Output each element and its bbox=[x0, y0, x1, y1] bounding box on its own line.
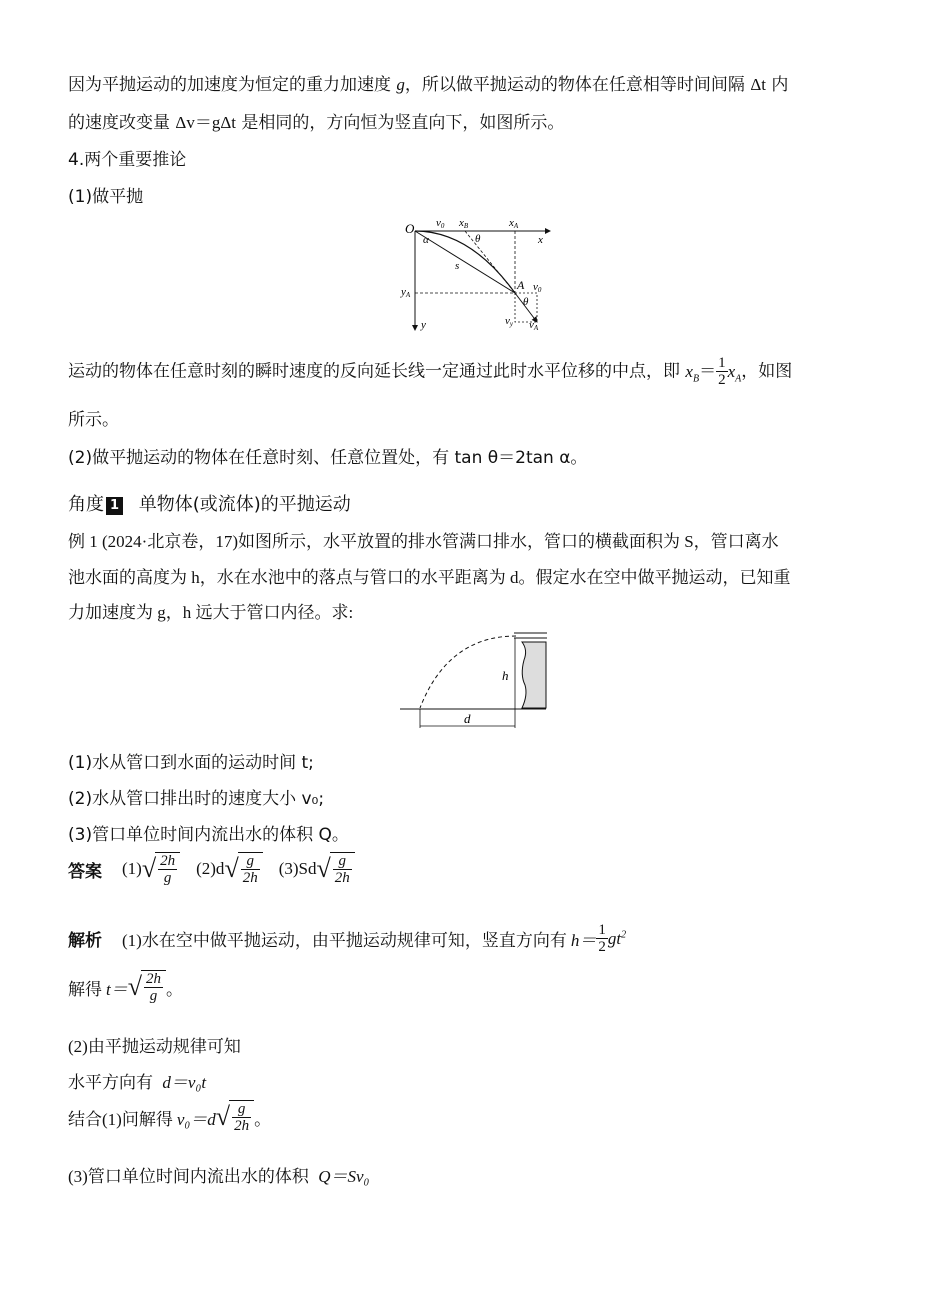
sqrt-g-over-2h-2: √ $\frac{g}{2h}$ bbox=[216, 1100, 254, 1134]
label-v0-right: v0 bbox=[533, 281, 542, 294]
eq-dv: Δv＝gΔt bbox=[175, 113, 236, 132]
displacement-line bbox=[415, 231, 515, 293]
question-1: (1)水从管口到水面的运动时间 t; bbox=[68, 753, 314, 773]
projectile-diagram bbox=[395, 212, 560, 334]
label-y-axis: y bbox=[421, 319, 426, 331]
item1-text: 运动的物体在任意时刻的瞬时速度的反向延长线一定通过此时水平位移的中点，即 $x_B=$ $\frac{1}{2}$ $x_A$，如图 bbox=[68, 355, 793, 388]
label-theta-A: θ bbox=[523, 296, 529, 308]
label-h: h bbox=[502, 668, 509, 683]
fraction-half: $\frac{1}{2}$ bbox=[718, 355, 726, 388]
angle-heading: 角度 1 单物体(或流体)的平抛运动 bbox=[68, 494, 351, 515]
analysis-row-3: (2)由平抛运动规律可知 bbox=[68, 1037, 241, 1056]
label-vy: vy bbox=[505, 315, 513, 328]
section-heading: 4.两个重要推论 bbox=[68, 150, 187, 170]
analysis-row-1: 解析 (1)水在空中做平抛运动，由平抛运动规律可知，竖直方向有 h＝ $\frac{1}{2}$ $gt^2$ bbox=[68, 922, 627, 955]
item1-label: (1)做平抛 bbox=[68, 187, 144, 207]
analysis-row-5: 结合(1)问解得 v₀＝d √ $\frac{g}{2h}$ 。 bbox=[68, 1101, 272, 1134]
label-xB: xB bbox=[459, 217, 469, 230]
angle-number-badge: 1 bbox=[106, 497, 123, 515]
item1-end: 所示。 bbox=[68, 410, 119, 430]
analysis-row-2: 解得 t＝ √ $\frac{2h}{g}$ 。 bbox=[68, 971, 184, 1004]
label-s: s bbox=[455, 260, 460, 272]
tangent-dashed bbox=[465, 231, 515, 293]
drain-pipe-diagram bbox=[398, 630, 554, 732]
sqrt-g-over-2h-3: √ $\frac{g}{2h}$ bbox=[317, 852, 355, 886]
example-line-1: 例 1 (2024·北京卷，17)如图所示，水平放置的排水管满口排水，管口的横截面积为 S，管口离水 bbox=[68, 532, 779, 551]
label-x-axis: x bbox=[538, 234, 543, 246]
example-line-3: 力加速度为 g，h 远大于管口内径。求: bbox=[68, 603, 354, 622]
wall-shape bbox=[522, 642, 546, 708]
question-3: (3)管口单位时间内流出水的体积 Q。 bbox=[68, 825, 349, 845]
label-xA: xA bbox=[509, 217, 519, 230]
sqrt-2h-over-g: √ $\frac{2h}{g}$ bbox=[142, 852, 180, 886]
question-2: (2)水从管口排出时的速度大小 v₀; bbox=[68, 789, 325, 809]
symbol-dt: Δt bbox=[750, 75, 766, 94]
analysis-row-6: (3)管口单位时间内流出水的体积 Q＝Sv₀ bbox=[68, 1167, 370, 1186]
label-d: d bbox=[464, 711, 471, 726]
intro-line-1: 因为平抛运动的加速度为恒定的重力加速度 g，所以做平抛运动的物体在任意相等时间间隔 Δt 内 bbox=[68, 75, 789, 95]
label-v0: v0 bbox=[436, 217, 445, 230]
label-theta-top: θ bbox=[475, 233, 481, 245]
label-yA: yA bbox=[401, 286, 411, 299]
sqrt-g-over-2h: √ $\frac{g}{2h}$ bbox=[224, 852, 262, 886]
answer-row: 答案 (1) √ $\frac{2h}{g}$ (2)d √ $\frac{g}{2h}$ (3)Sd √ $\frac{g}{2h}$ bbox=[68, 852, 355, 886]
symbol-g: g bbox=[396, 75, 405, 94]
analysis-row-4: 水平方向有 d＝v₀t bbox=[68, 1073, 207, 1092]
label-A: A bbox=[517, 278, 525, 292]
label-O: O bbox=[405, 221, 415, 236]
sqrt-2h-over-g-2: √ $\frac{2h}{g}$ bbox=[128, 970, 166, 1004]
intro-line-2: 的速度改变量 Δv＝gΔt 是相同的，方向恒为竖直向下，如图所示。 bbox=[68, 113, 565, 133]
label-alpha: α bbox=[423, 234, 429, 246]
fraction-half-2: $\frac{1}{2}$ bbox=[598, 922, 606, 955]
label-vA: vA bbox=[529, 319, 539, 332]
example-line-2: 池水面的高度为 h，水在水池中的落点与管口的水平距离为 d。假定水在空中做平抛运动，已知重 bbox=[68, 568, 791, 587]
item2: (2)做平抛运动的物体在任意时刻、任意位置处，有 tan θ＝2tan α。 bbox=[68, 448, 588, 468]
